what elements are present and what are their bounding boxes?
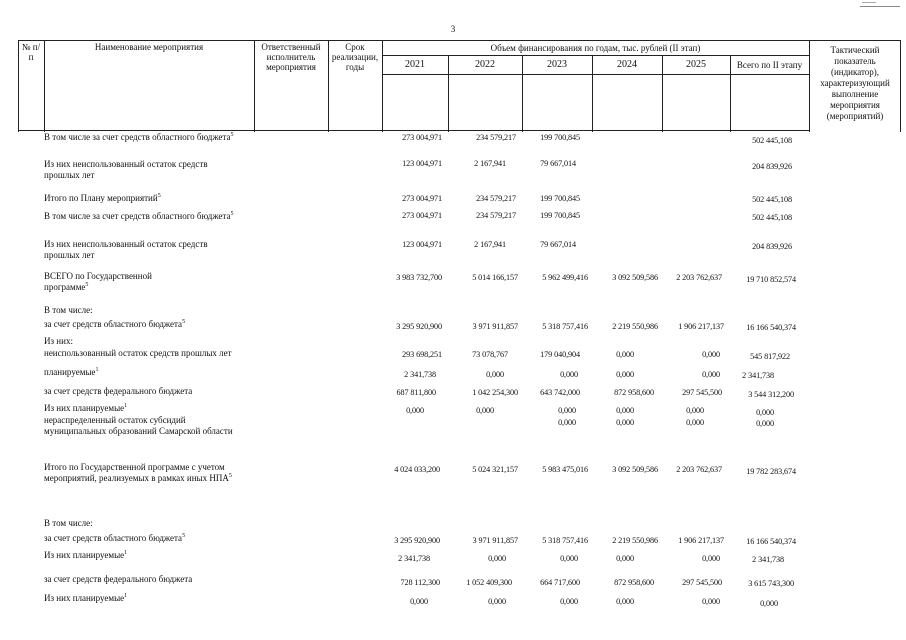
cell-total: 0,000: [760, 599, 778, 608]
row-label: Из них планируемые$^1$: [44, 403, 128, 413]
row-label: В том числе:: [44, 305, 93, 315]
cell-total: 16 166 540,374: [746, 323, 796, 332]
row-label: Итого по Плану мероприятий$^5$: [44, 193, 161, 203]
cell-total: 16 166 540,374: [746, 537, 796, 546]
cell-2022: 0,000: [486, 370, 504, 379]
cell-2021: 3 295 920,900: [394, 536, 440, 545]
cell-2024: 872 958,600: [614, 388, 654, 397]
cell-2022: 0,000: [488, 554, 506, 563]
row-label: Итого по Государственной программе с учетом мероприятий, реализуемых в рамках иных НПА$^5$: [44, 462, 232, 483]
row-label: за счет средств областного бюджета$^5$: [44, 319, 186, 329]
cell-total: 502 445,108: [752, 136, 792, 145]
cell-2021: 4 024 033,200: [394, 465, 440, 474]
row-label: Из них планируемые$^1$: [44, 593, 128, 603]
cell-2024: 0,000: [616, 370, 634, 379]
row-label: нераспределенный остаток субсидий муниципальных образований Самарской области: [44, 415, 233, 436]
table-left-border: [18, 40, 19, 132]
header-year-2022: 2022: [475, 59, 495, 70]
cell-2021: 123 004,971: [402, 240, 442, 249]
col-divider-2024: [662, 55, 663, 132]
cell-2022: 234 579,217: [476, 194, 516, 203]
cell-2021: 687 811,800: [396, 388, 436, 397]
cell-2022: 234 579,217: [476, 133, 516, 142]
cell-2024: 0,000: [616, 554, 634, 563]
cell-2021: 0,000: [410, 597, 428, 606]
cell-2023: 79 667,014: [540, 159, 576, 168]
cell-2022: 73 078,767: [472, 350, 508, 359]
cell-2023: 5 318 757,416: [542, 536, 588, 545]
cell-total: 19 710 852,574: [746, 275, 796, 284]
cell-2023: 643 742,000: [540, 388, 580, 397]
row-label: Из них неиспользованный остаток средств прошлых лет: [44, 159, 208, 180]
cell-2021: 3 983 732,700: [396, 273, 442, 282]
col-divider-2023: [592, 55, 593, 132]
header-term: Срок реализации, годы: [331, 42, 379, 72]
cell-2025: 297 545,500: [682, 388, 722, 397]
cell-2023: 5 962 499,416: [542, 273, 588, 282]
cell-2025: 0,000: [686, 418, 704, 427]
row-label: за счет средств федерального бюджета: [44, 386, 193, 396]
col-divider-total: [809, 40, 810, 132]
cell-2025: 2 203 762,637: [676, 465, 722, 474]
cell-2023: 199 700,845: [540, 211, 580, 220]
cell-2023: 5 983 475,016: [542, 465, 588, 474]
header-num: № п/п: [21, 42, 41, 62]
cell-2024: 0,000: [616, 406, 634, 415]
cell-2022: 5 024 321,157: [472, 465, 518, 474]
cell-total: 545 817,922: [750, 352, 790, 361]
cell-2025: 0,000: [686, 406, 704, 415]
row-label: В том числе за счет средств областного бюджета$^5$: [44, 132, 234, 142]
cell-total: 0,000: [756, 408, 774, 417]
col-divider-num: [44, 40, 45, 132]
row-label: планируемые$^1$: [44, 367, 99, 377]
page-number: 3: [450, 24, 456, 34]
header-funding: Объем финансирования по годам, тыс. рублей (II этап): [490, 43, 701, 53]
cell-total: 502 445,108: [752, 195, 792, 204]
cell-2022: 0,000: [476, 406, 494, 415]
funding-header-divider: [382, 55, 809, 56]
cell-2023: 5 318 757,416: [542, 322, 588, 331]
cell-2023: 0,000: [558, 406, 576, 415]
cell-2023: 199 700,845: [540, 194, 580, 203]
cell-2021: 273 004,971: [402, 211, 442, 220]
col-divider-2022: [522, 55, 523, 132]
cell-2023: 664 717,600: [540, 578, 580, 587]
cell-2023: 199 700,845: [540, 133, 580, 142]
scan-artifact-line: [860, 6, 900, 7]
cell-2022: 0,000: [488, 597, 506, 606]
cell-2024: 3 092 509,586: [612, 465, 658, 474]
row-label: Из них планируемые$^1$: [44, 550, 128, 560]
col-divider-resp: [328, 40, 329, 132]
cell-2024: 3 092 509,586: [612, 273, 658, 282]
header-year-2024: 2024: [617, 59, 637, 70]
cell-2025: 2 203 762,637: [676, 273, 722, 282]
header-responsible: Ответственный исполнитель мероприятия: [261, 42, 321, 72]
cell-2023: 0,000: [558, 418, 576, 427]
year-header-bottom: [382, 74, 809, 75]
cell-2025: 297 545,500: [682, 578, 722, 587]
cell-total: 3 615 743,300: [748, 579, 794, 588]
cell-2021: 2 341,738: [398, 554, 430, 563]
header-bottom-border: [18, 130, 809, 131]
cell-2022: 2 167,941: [474, 240, 506, 249]
table-top-border: [18, 40, 900, 41]
row-label: В том числе за счет средств областного бюджета$^5$: [44, 211, 234, 221]
cell-2025: 0,000: [702, 350, 720, 359]
cell-2022: 3 971 911,857: [472, 536, 518, 545]
header-name: Наименование мероприятия: [94, 42, 204, 52]
cell-total: 204 839,926: [752, 162, 792, 171]
header-total: Всего по II этапу: [736, 60, 803, 70]
cell-2023: 179 040,904: [540, 350, 580, 359]
cell-total: 0,000: [756, 419, 774, 428]
scan-artifact-line: [862, 2, 876, 3]
row-label: В том числе:: [44, 518, 93, 528]
cell-total: 502 445,108: [752, 213, 792, 222]
cell-2024: 2 219 550,986: [612, 536, 658, 545]
cell-2021: 123 004,971: [402, 159, 442, 168]
row-label: Из них неиспользованный остаток средств прошлых лет: [44, 239, 208, 260]
cell-2022: 3 971 911,857: [472, 322, 518, 331]
header-year-2023: 2023: [547, 59, 567, 70]
cell-2021: 3 295 920,900: [396, 322, 442, 331]
cell-2021: 273 004,971: [402, 194, 442, 203]
row-label: неиспользованный остаток средств прошлых лет: [44, 348, 232, 358]
cell-2025: 0,000: [702, 370, 720, 379]
header-indicator: Тактический показатель (индикатор), характеризующий выполнение мероприятия (мероприятий): [820, 45, 890, 121]
cell-2023: 0,000: [560, 554, 578, 563]
col-divider-name: [254, 40, 255, 132]
row-label: за счет средств федерального бюджета: [44, 574, 193, 584]
cell-2024: 872 958,600: [614, 578, 654, 587]
cell-2022: 234 579,217: [476, 211, 516, 220]
row-label: Из них:: [44, 336, 73, 346]
cell-2023: 79 667,014: [540, 240, 576, 249]
row-label: за счет средств областного бюджета$^5$: [44, 533, 186, 543]
cell-total: 2 341,738: [742, 371, 774, 380]
header-year-2021: 2021: [405, 59, 425, 70]
cell-2021: 293 698,251: [402, 350, 442, 359]
cell-2021: 728 112,300: [400, 578, 440, 587]
cell-total: 204 839,926: [752, 242, 792, 251]
cell-total: 3 544 312,200: [748, 390, 794, 399]
table-right-border: [900, 40, 901, 132]
cell-2025: 1 906 217,137: [678, 536, 724, 545]
cell-2022: 1 052 409,300: [466, 578, 512, 587]
cell-2022: 5 014 166,157: [472, 273, 518, 282]
cell-2023: 0,000: [560, 370, 578, 379]
cell-2024: 0,000: [616, 350, 634, 359]
cell-2021: 2 341,738: [404, 370, 436, 379]
cell-total: 19 782 283,674: [746, 467, 796, 476]
cell-2025: 0,000: [702, 597, 720, 606]
cell-2024: 2 219 550,986: [612, 322, 658, 331]
cell-2023: 0,000: [560, 597, 578, 606]
row-label: ВСЕГО по Государственной программе$^5$: [44, 271, 152, 292]
cell-2022: 2 167,941: [474, 159, 506, 168]
cell-total: 2 341,738: [752, 555, 784, 564]
header-year-2025: 2025: [686, 59, 706, 70]
cell-2021: 0,000: [406, 406, 424, 415]
col-divider-2025: [730, 55, 731, 132]
cell-2024: 0,000: [616, 597, 634, 606]
cell-2025: 1 906 217,137: [678, 322, 724, 331]
cell-2024: 0,000: [616, 418, 634, 427]
cell-2025: 0,000: [702, 554, 720, 563]
col-divider-term: [382, 40, 383, 132]
col-divider-2021: [448, 55, 449, 132]
cell-2021: 273 004,971: [402, 133, 442, 142]
cell-2022: 1 042 254,300: [472, 388, 518, 397]
